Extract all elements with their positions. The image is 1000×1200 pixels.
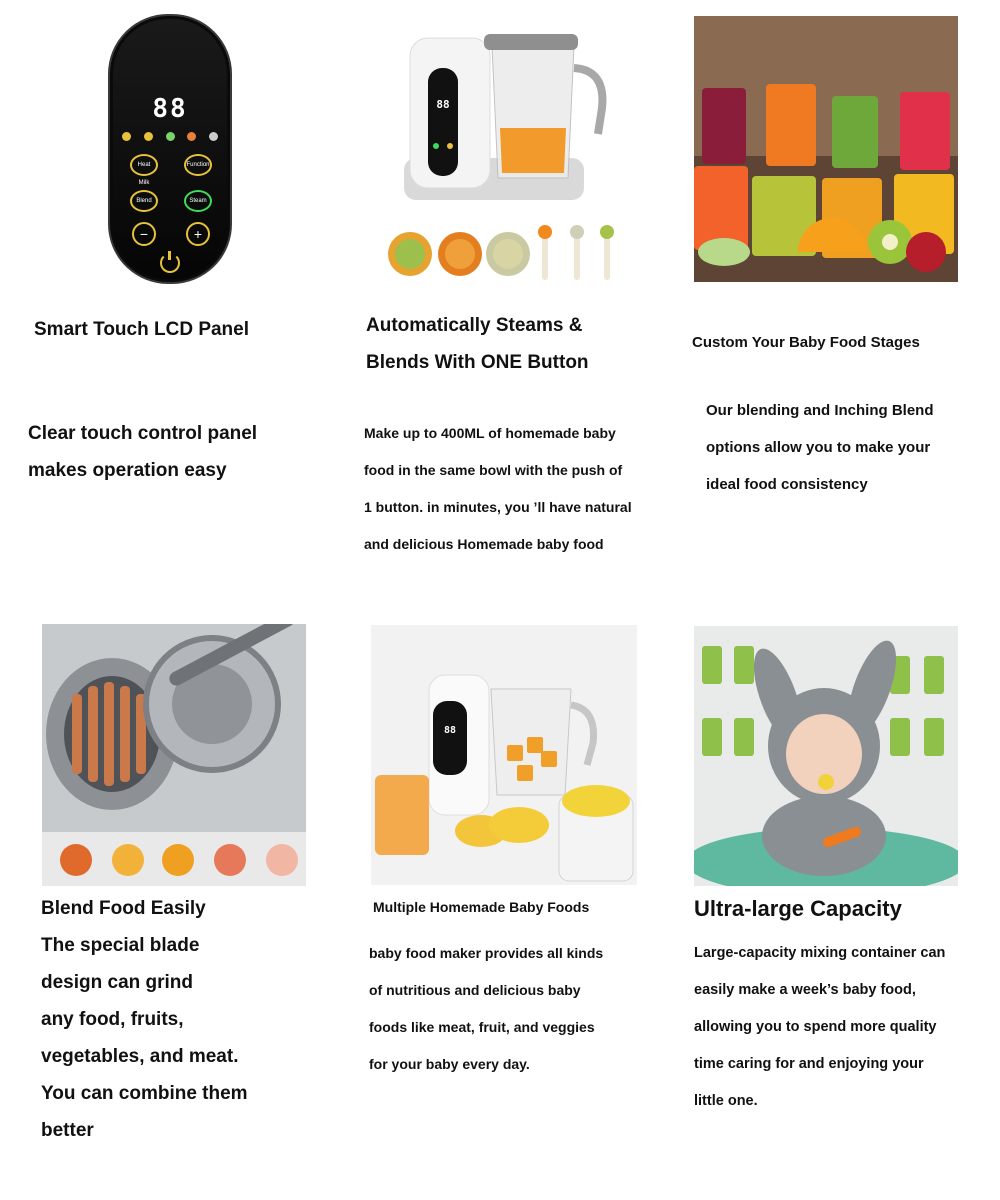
feature-3-body [706,392,996,503]
heat-milk-button[interactable]: Heat Milk [130,154,158,176]
feature-4-title: Blend Food Easily [41,898,206,919]
feature-6-body-line: easily make a week’s baby food, [694,982,916,998]
baby-illustration [694,626,958,886]
feature-2-body-line: Make up to 400ML of homemade baby [364,425,616,441]
feature-4-body-line: better [41,1120,94,1141]
food-maker-image [384,28,616,284]
feature-4-body-line: design can grind [41,972,194,993]
feature-6-body-line: time caring for and enjoying your [694,1056,924,1072]
feature-5-body [369,935,669,1083]
feature-2-title [366,307,686,381]
feature-2-body-line: and delicious Homemade baby food [364,536,604,552]
feature-6-body-line: allowing you to spend more quality [694,1019,937,1035]
touch-panel-image [100,8,240,288]
steam-button[interactable]: Steam [184,190,212,212]
feature-3-body-line: Our blending and Inching Blend [706,402,934,419]
feature-2-body-line: 1 button. in minutes, you ’ll have natural [364,499,632,515]
feature-4-body-line: any food, fruits, [41,1009,184,1030]
svg-text:88: 88 [436,98,450,111]
motor-illustration [42,624,306,886]
feature-1-body [28,415,348,489]
foods-illustration [371,625,637,885]
feature-2-title-line: Automatically Steams & [366,315,583,336]
motor-blade-image [42,624,306,886]
baby-capacity-image [694,626,958,886]
feature-5-title: Multiple Homemade Baby Foods [373,899,590,915]
power-icon[interactable] [160,253,180,273]
feature-3-body-line: ideal food consistency [706,476,868,493]
control-panel [108,14,232,284]
mode-indicator-icons [122,132,218,144]
feature-6-title: Ultra-large Capacity [694,896,902,921]
feature-5-body-line: for your baby every day. [369,1056,530,1072]
feature-5-body-line: baby food maker provides all kinds [369,945,604,961]
juices-illustration [694,16,958,282]
feature-6-body-line: little one. [694,1093,758,1109]
minus-button[interactable]: − [132,222,156,246]
svg-text:88: 88 [443,725,457,736]
feature-2-body-line: food in the same bowl with the push of [364,462,623,478]
feature-2-title-line: Blends With ONE Button [366,352,589,373]
feature-3-body-line: options allow you to make your [706,439,931,456]
homemade-foods-image [371,625,637,885]
feature-6-body-line: Large-capacity mixing container can [694,945,946,961]
feature-5-body-line: foods like meat, fruit, and veggies [369,1019,595,1035]
feature-4-text [41,890,361,1149]
feature-3-title: Custom Your Baby Food Stages [692,334,920,351]
feature-6-body [694,935,998,1120]
feature-4-body-line: You can combine them [41,1083,248,1104]
food-maker-illustration [384,28,616,284]
feature-2-body [364,415,684,563]
feature-4-body-line: vegetables, and meat. [41,1046,239,1067]
feature-4-body-line: The special blade [41,935,200,956]
juices-image [694,16,958,282]
plus-button[interactable]: + [186,222,210,246]
function-button[interactable]: Function [184,154,212,176]
feature-1-title: Smart Touch LCD Panel [34,319,250,340]
panel-display: 88 [152,94,188,124]
feature-1-body-line: Clear touch control panel [28,423,258,444]
feature-1-body-line: makes operation easy [28,460,227,481]
feature-5-body-line: of nutritious and delicious baby [369,982,581,998]
blend-button[interactable]: Blend [130,190,158,212]
